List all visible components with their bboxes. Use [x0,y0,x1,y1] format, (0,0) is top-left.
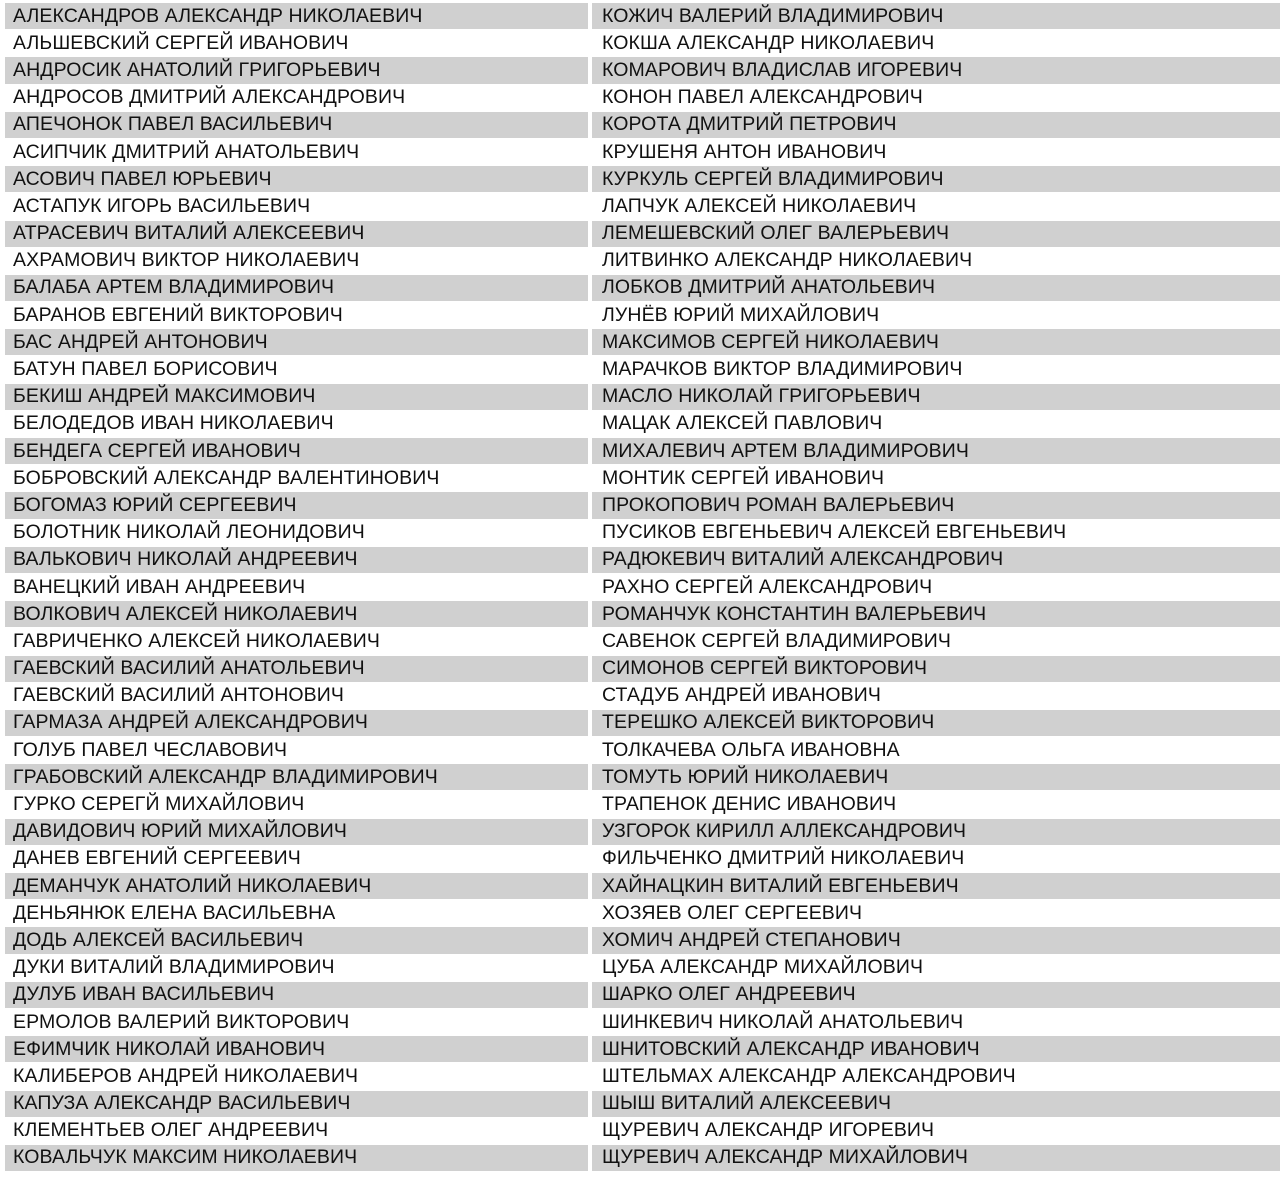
name-row: ДОДЬ АЛЕКСЕЙ ВАСИЛЬЕВИЧ [5,927,588,954]
name-row: ТЕРЕШКО АЛЕКСЕЙ ВИКТОРОВИЧ [592,710,1280,737]
name-row: БЕНДЕГА СЕРГЕЙ ИВАНОВИЧ [5,438,588,465]
name-row: ВАЛЬКОВИЧ НИКОЛАЙ АНДРЕЕВИЧ [5,547,588,574]
name-row: ЩУРЕВИЧ АЛЕКСАНДР ИГОРЕВИЧ [592,1118,1280,1145]
name-row: ШНИТОВСКИЙ АЛЕКСАНДР ИВАНОВИЧ [592,1036,1280,1063]
name-row: ЦУБА АЛЕКСАНДР МИХАЙЛОВИЧ [592,955,1280,982]
name-row: АСОВИЧ ПАВЕЛ ЮРЬЕВИЧ [5,166,588,193]
name-row: ПУСИКОВ ЕВГЕНЬЕВИЧ АЛЕКСЕЙ ЕВГЕНЬЕВИЧ [592,520,1280,547]
name-row: КРУШЕНЯ АНТОН ИВАНОВИЧ [592,139,1280,166]
name-row: МИХАЛЕВИЧ АРТЕМ ВЛАДИМИРОВИЧ [592,438,1280,465]
name-row: ДАНЕВ ЕВГЕНИЙ СЕРГЕЕВИЧ [5,846,588,873]
name-row: ГУРКО СЕРЕГЙ МИХАЙЛОВИЧ [5,791,588,818]
name-row: БЕКИШ АНДРЕЙ МАКСИМОВИЧ [5,384,588,411]
name-row: ЩУРЕВИЧ АЛЕКСАНДР МИХАЙЛОВИЧ [592,1145,1280,1172]
name-row: ВАНЕЦКИЙ ИВАН АНДРЕЕВИЧ [5,574,588,601]
name-row: МАСЛО НИКОЛАЙ ГРИГОРЬЕВИЧ [592,384,1280,411]
name-row: САВЕНОК СЕРГЕЙ ВЛАДИМИРОВИЧ [592,628,1280,655]
name-row: ДАВИДОВИЧ ЮРИЙ МИХАЙЛОВИЧ [5,819,588,846]
name-row: БАЛАБА АРТЕМ ВЛАДИМИРОВИЧ [5,275,588,302]
name-row: БАС АНДРЕЙ АНТОНОВИЧ [5,329,588,356]
name-row: БАТУН ПАВЕЛ БОРИСОВИЧ [5,356,588,383]
name-list-table [5,3,1280,1172]
name-row: ВОЛКОВИЧ АЛЕКСЕЙ НИКОЛАЕВИЧ [5,601,588,628]
name-row: МАКСИМОВ СЕРГЕЙ НИКОЛАЕВИЧ [592,329,1280,356]
name-row: БОГОМАЗ ЮРИЙ СЕРГЕЕВИЧ [5,492,588,519]
name-row: КОРОТА ДМИТРИЙ ПЕТРОВИЧ [592,112,1280,139]
name-row: АЛЕКСАНДРОВ АЛЕКСАНДР НИКОЛАЕВИЧ [5,3,588,30]
name-row: КОВАЛЬЧУК МАКСИМ НИКОЛАЕВИЧ [5,1145,588,1172]
name-row: КОНОН ПАВЕЛ АЛЕКСАНДРОВИЧ [592,85,1280,112]
name-row: ГАЕВСКИЙ ВАСИЛИЙ АНАТОЛЬЕВИЧ [5,656,588,683]
name-row: ХАЙНАЦКИН ВИТАЛИЙ ЕВГЕНЬЕВИЧ [592,873,1280,900]
name-row: ДЕНЬЯНЮК ЕЛЕНА ВАСИЛЬЕВНА [5,900,588,927]
name-row: СТАДУБ АНДРЕЙ ИВАНОВИЧ [592,683,1280,710]
name-row: РОМАНЧУК КОНСТАНТИН ВАЛЕРЬЕВИЧ [592,601,1280,628]
name-row: ЕРМОЛОВ ВАЛЕРИЙ ВИКТОРОВИЧ [5,1009,588,1036]
right-name-column [592,3,1280,1172]
left-name-column [5,3,588,1172]
name-row: ФИЛЬЧЕНКО ДМИТРИЙ НИКОЛАЕВИЧ [592,846,1280,873]
name-row: ШАРКО ОЛЕГ АНДРЕЕВИЧ [592,982,1280,1009]
name-row: КУРКУЛЬ СЕРГЕЙ ВЛАДИМИРОВИЧ [592,166,1280,193]
name-row: АЛЬШЕВСКИЙ СЕРГЕЙ ИВАНОВИЧ [5,30,588,57]
name-row: КОЖИЧ ВАЛЕРИЙ ВЛАДИМИРОВИЧ [592,3,1280,30]
name-row: ДУКИ ВИТАЛИЙ ВЛАДИМИРОВИЧ [5,955,588,982]
name-row: ГАВРИЧЕНКО АЛЕКСЕЙ НИКОЛАЕВИЧ [5,628,588,655]
name-row: КОКША АЛЕКСАНДР НИКОЛАЕВИЧ [592,30,1280,57]
name-row: ШИНКЕВИЧ НИКОЛАЙ АНАТОЛЬЕВИЧ [592,1009,1280,1036]
name-row: КЛЕМЕНТЬЕВ ОЛЕГ АНДРЕЕВИЧ [5,1118,588,1145]
name-row: ЛАПЧУК АЛЕКСЕЙ НИКОЛАЕВИЧ [592,193,1280,220]
name-row: УЗГОРОК КИРИЛЛ АЛЛЕКСАНДРОВИЧ [592,819,1280,846]
name-row: БАРАНОВ ЕВГЕНИЙ ВИКТОРОВИЧ [5,302,588,329]
name-row: СИМОНОВ СЕРГЕЙ ВИКТОРОВИЧ [592,656,1280,683]
name-row: ШТЕЛЬМАХ АЛЕКСАНДР АЛЕКСАНДРОВИЧ [592,1063,1280,1090]
name-row: ДЕМАНЧУК АНАТОЛИЙ НИКОЛАЕВИЧ [5,873,588,900]
name-row: КАЛИБЕРОВ АНДРЕЙ НИКОЛАЕВИЧ [5,1063,588,1090]
name-row: ХОЗЯЕВ ОЛЕГ СЕРГЕЕВИЧ [592,900,1280,927]
name-row: ЛИТВИНКО АЛЕКСАНДР НИКОЛАЕВИЧ [592,248,1280,275]
name-row: ПРОКОПОВИЧ РОМАН ВАЛЕРЬЕВИЧ [592,492,1280,519]
name-row: МАРАЧКОВ ВИКТОР ВЛАДИМИРОВИЧ [592,356,1280,383]
name-row: ГАРМАЗА АНДРЕЙ АЛЕКСАНДРОВИЧ [5,710,588,737]
name-row: ТОЛКАЧЕВА ОЛЬГА ИВАНОВНА [592,737,1280,764]
name-row: АСТАПУК ИГОРЬ ВАСИЛЬЕВИЧ [5,193,588,220]
name-row: ЛЕМЕШЕВСКИЙ ОЛЕГ ВАЛЕРЬЕВИЧ [592,221,1280,248]
name-row: БЕЛОДЕДОВ ИВАН НИКОЛАЕВИЧ [5,411,588,438]
name-row: БОБРОВСКИЙ АЛЕКСАНДР ВАЛЕНТИНОВИЧ [5,465,588,492]
name-row: ХОМИЧ АНДРЕЙ СТЕПАНОВИЧ [592,927,1280,954]
name-row: АТРАСЕВИЧ ВИТАЛИЙ АЛЕКСЕЕВИЧ [5,221,588,248]
name-row: ГАЕВСКИЙ ВАСИЛИЙ АНТОНОВИЧ [5,683,588,710]
name-row: ЛОБКОВ ДМИТРИЙ АНАТОЛЬЕВИЧ [592,275,1280,302]
name-row: КОМАРОВИЧ ВЛАДИСЛАВ ИГОРЕВИЧ [592,57,1280,84]
name-row: ТОМУТЬ ЮРИЙ НИКОЛАЕВИЧ [592,764,1280,791]
name-row: АСИПЧИК ДМИТРИЙ АНАТОЛЬЕВИЧ [5,139,588,166]
name-row: ШЫШ ВИТАЛИЙ АЛЕКСЕЕВИЧ [592,1091,1280,1118]
name-row: ЛУНЁВ ЮРИЙ МИХАЙЛОВИЧ [592,302,1280,329]
name-row: ЕФИМЧИК НИКОЛАЙ ИВАНОВИЧ [5,1036,588,1063]
name-row: БОЛОТНИК НИКОЛАЙ ЛЕОНИДОВИЧ [5,520,588,547]
name-row: РАХНО СЕРГЕЙ АЛЕКСАНДРОВИЧ [592,574,1280,601]
name-row: АПЕЧОНОК ПАВЕЛ ВАСИЛЬЕВИЧ [5,112,588,139]
name-row: АХРАМОВИЧ ВИКТОР НИКОЛАЕВИЧ [5,248,588,275]
name-row: ДУЛУБ ИВАН ВАСИЛЬЕВИЧ [5,982,588,1009]
name-row: МАЦАК АЛЕКСЕЙ ПАВЛОВИЧ [592,411,1280,438]
name-row: ТРАПЕНОК ДЕНИС ИВАНОВИЧ [592,791,1280,818]
name-row: ГОЛУБ ПАВЕЛ ЧЕСЛАВОВИЧ [5,737,588,764]
name-row: АНДРОСОВ ДМИТРИЙ АЛЕКСАНДРОВИЧ [5,85,588,112]
name-row: ГРАБОВСКИЙ АЛЕКСАНДР ВЛАДИМИРОВИЧ [5,764,588,791]
name-row: КАПУЗА АЛЕКСАНДР ВАСИЛЬЕВИЧ [5,1091,588,1118]
name-row: АНДРОСИК АНАТОЛИЙ ГРИГОРЬЕВИЧ [5,57,588,84]
name-row: РАДЮКЕВИЧ ВИТАЛИЙ АЛЕКСАНДРОВИЧ [592,547,1280,574]
name-row: МОНТИК СЕРГЕЙ ИВАНОВИЧ [592,465,1280,492]
